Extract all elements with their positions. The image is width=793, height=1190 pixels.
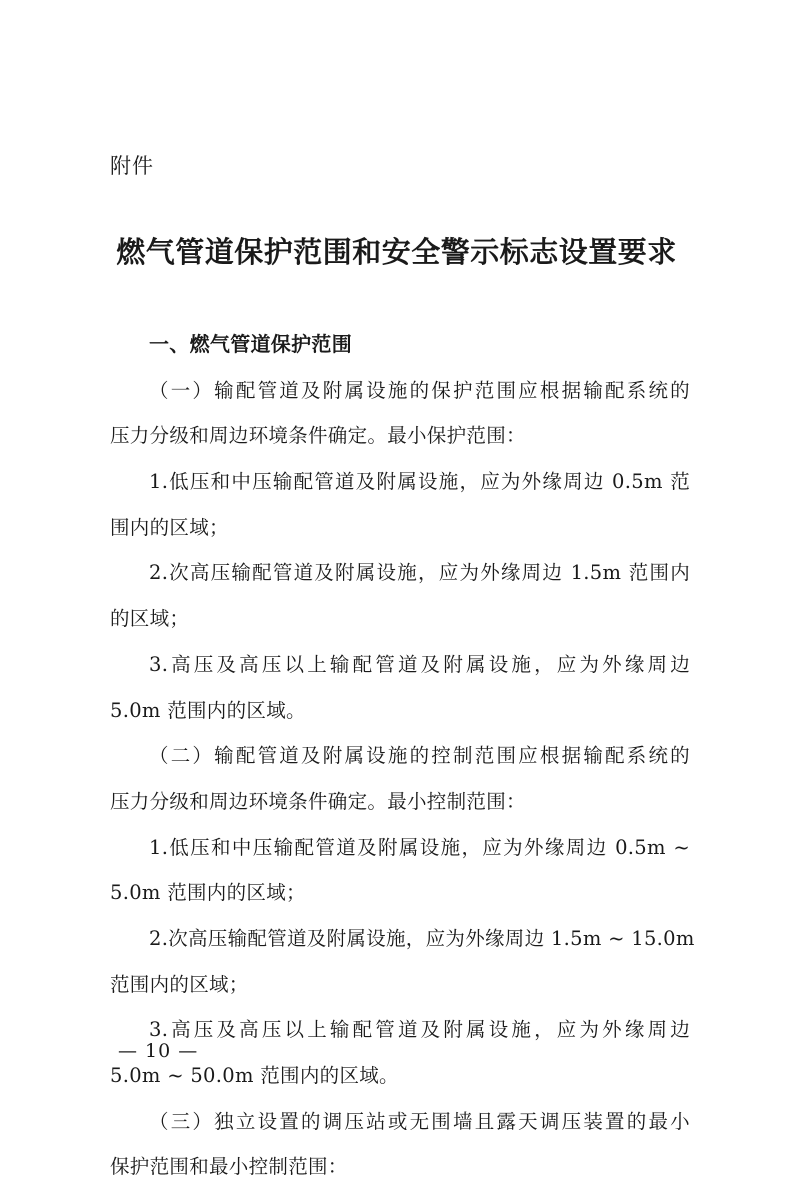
paragraph-line: 1.低压和中压输配管道及附属设施，应为外缘周边 0.5m 范 <box>149 470 690 494</box>
page-number: — 10 — <box>118 1040 199 1062</box>
paragraph-line: 压力分级和周边环境条件确定。最小控制范围： <box>110 789 526 813</box>
paragraph-line: 5.0m 范围内的区域； <box>110 881 306 905</box>
paragraph-line: 压力分级和周边环境条件确定。最小保护范围： <box>110 424 526 448</box>
paragraph-line: 2.次高压输配管道及附属设施，应为外缘周边 1.5m 范围内 <box>149 561 690 585</box>
paragraph-line: 范围内的区域； <box>110 972 249 996</box>
paragraph-line: 围内的区域； <box>110 515 229 539</box>
paragraph-line: 5.0m 范围内的区域。 <box>110 698 306 722</box>
paragraph-line: 的区域； <box>110 607 190 631</box>
paragraph-line: 2.次高压输配管道及附属设施，应为外缘周边 1.5m ~ 15.0m <box>149 926 695 950</box>
paragraph-line: 5.0m ~ 50.0m 范围内的区域。 <box>110 1064 399 1087</box>
attachment-label: 附件 <box>110 154 154 178</box>
paragraph-line: 3.高压及高压以上输配管道及附属设施，应为外缘周边 <box>149 1018 690 1042</box>
document-title: 燃气管道保护范围和安全警示标志设置要求 <box>116 235 677 269</box>
paragraph-line: （三）独立设置的调压站或无围墙且露天调压装置的最小 <box>149 1109 690 1133</box>
paragraph-line: 保护范围和最小控制范围： <box>110 1155 348 1179</box>
paragraph-line: 1.低压和中压输配管道及附属设施，应为外缘周边 0.5m ~ <box>149 835 690 859</box>
section-heading: 一、燃气管道保护范围 <box>149 332 352 356</box>
paragraph-line: （一）输配管道及附属设施的保护范围应根据输配系统的 <box>149 378 690 402</box>
paragraph-line: （二）输配管道及附属设施的控制范围应根据输配系统的 <box>149 744 690 768</box>
paragraph-line: 3.高压及高压以上输配管道及附属设施，应为外缘周边 <box>149 652 690 676</box>
